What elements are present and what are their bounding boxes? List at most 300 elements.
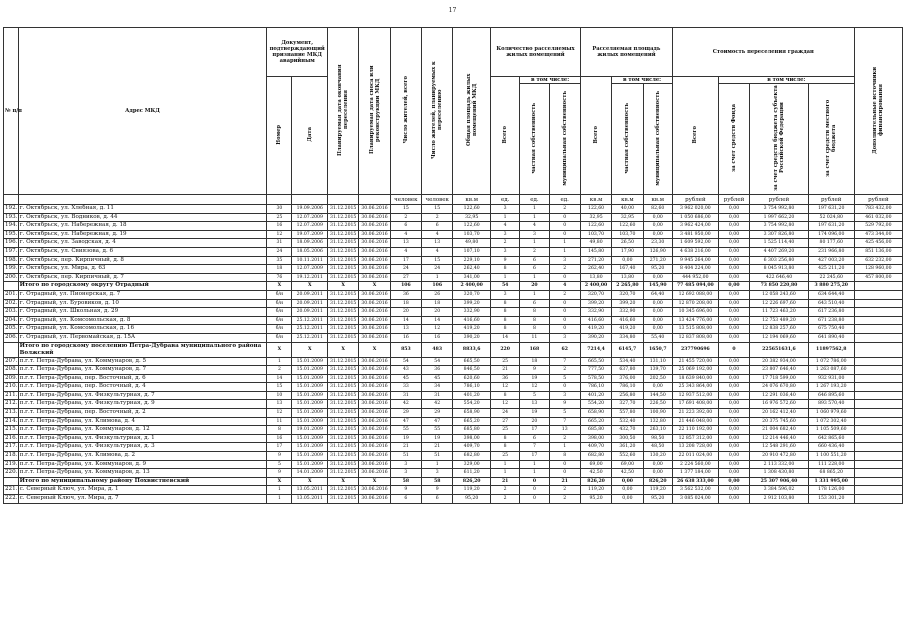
row-cell: 1 609 592,00 [672, 239, 718, 248]
row-cell: 399,20 [580, 299, 611, 308]
row-cell: 27 [491, 417, 520, 426]
row-number [4, 342, 19, 357]
row-cell: 1 [520, 290, 549, 299]
row-cell: 13,80 [580, 273, 611, 282]
row-cell: 69,00 [612, 460, 643, 469]
row-cell: 20.09.2011 [292, 299, 328, 308]
row-cell: 31.12.2015 [328, 239, 359, 248]
row-cell: 20 [422, 308, 453, 317]
row-cell: 1650,7 [643, 342, 672, 357]
row-address: п.г.т. Петра-Дубрава, ул. Коммунаров, д. 13 [18, 469, 267, 478]
row-cell: 17 [520, 426, 549, 435]
page-number: 17 [448, 7, 457, 14]
row-number [4, 282, 19, 291]
row-cell: 1 525 114,40 [750, 239, 809, 248]
row-cell: 25.12.2011 [292, 325, 328, 334]
row-cell: 0,00 [718, 299, 749, 308]
row-cell: 0,00 [718, 265, 749, 274]
row-cell: 24 [422, 265, 453, 274]
row-cell: 15.01.2009 [292, 383, 328, 392]
row-cell: 31.12.2015 [328, 460, 359, 469]
row-cell: 31.12.2015 [328, 374, 359, 383]
row-cell: 202,50 [643, 374, 672, 383]
row-cell: 19 [520, 374, 549, 383]
row-cell: 15.01.2009 [292, 443, 328, 452]
row-cell: 32,95 [612, 213, 643, 222]
row-cell: 483 [422, 342, 453, 357]
header-rooms-group: Количество расселяемых жилых помещений [491, 28, 581, 77]
row-address: п.г.т. Петра-Дубрава, ул. Коммунаров, д. 7 [18, 366, 267, 375]
row-cell: 1 [267, 357, 292, 366]
row-cell: 30.06.2016 [359, 400, 390, 409]
row-cell: 20 [520, 417, 549, 426]
row-cell [854, 417, 902, 426]
table-row [4, 265, 903, 274]
row-cell: 634 644,40 [808, 290, 854, 299]
row-cell: 31.12.2015 [328, 417, 359, 426]
row-cell: 15.01.2009 [292, 391, 328, 400]
row-cell: 18 [422, 299, 453, 308]
row-cell: 36 [390, 290, 421, 299]
row-cell: 95,20 [453, 495, 491, 504]
row-cell: 31.12.2015 [328, 256, 359, 265]
row-cell: 332,90 [580, 308, 611, 317]
row-cell: б/н [267, 308, 292, 317]
unit-cell: рублей [750, 195, 809, 205]
row-cell: 473 344,00 [854, 230, 902, 239]
row-cell: 47 [390, 417, 421, 426]
row-cell: 0,00 [643, 460, 672, 469]
table-row [4, 333, 903, 342]
table-row [4, 366, 903, 375]
row-cell: 416,60 [453, 316, 491, 325]
row-cell: 14 [267, 374, 292, 383]
row-cell: 12 838 257,60 [750, 325, 809, 334]
table-row [4, 469, 903, 478]
row-cell: 642 865,60 [808, 434, 854, 443]
row-cell: 0,00 [643, 469, 672, 478]
row-cell [854, 409, 902, 418]
row-cell: 30.06.2016 [359, 256, 390, 265]
row-cell: 31.12.2015 [328, 409, 359, 418]
row-cell: 3 384 596,02 [750, 486, 809, 495]
units-row [4, 195, 903, 205]
row-cell: 30.06.2016 [359, 460, 390, 469]
row-address: г. Октябрьск, ул. Набережная, д. 19 [18, 230, 267, 239]
header-regional: за счет средств бюджета субъекта Российской Федерации [750, 84, 809, 195]
row-cell: 0 [549, 273, 580, 282]
row-number: 209. [4, 374, 19, 383]
row-cell: 12 226 697,60 [750, 299, 809, 308]
row-cell: 685,80 [453, 426, 491, 435]
row-cell: 49,80 [453, 239, 491, 248]
row-cell: б/н [267, 333, 292, 342]
row-cell: 0,00 [718, 213, 749, 222]
unit-cell: ед. [549, 195, 580, 205]
row-cell: 3 [549, 333, 580, 342]
unit-cell: кв.м [453, 195, 491, 205]
row-cell: 30.06.2016 [359, 374, 390, 383]
row-cell: 11 [267, 417, 292, 426]
row-cell: 8 404 224,00 [672, 265, 718, 274]
row-cell: 25 343 864,00 [672, 383, 718, 392]
row-cell: 20.09.2011 [292, 308, 328, 317]
row-cell: 2 [491, 239, 520, 248]
row-cell: 30.06.2016 [359, 469, 390, 478]
row-cell: 320,70 [453, 290, 491, 299]
row-cell: 2 [549, 265, 580, 274]
row-cell: 0,00 [643, 213, 672, 222]
row-cell: 2 224 560,00 [672, 460, 718, 469]
row-cell: 0,00 [643, 273, 672, 282]
row-cell: X [292, 477, 328, 486]
row-number: 195. [4, 230, 19, 239]
row-cell: 18.05.2006 [292, 247, 328, 256]
table-row [4, 256, 903, 265]
row-cell: 20 910 472,80 [750, 452, 809, 461]
row-cell: 17 691 408,00 [672, 400, 718, 409]
row-cell: 1 [267, 495, 292, 504]
row-address: п.г.т. Петра-Дубрава, ул. Коммунаров, д. 12 [18, 426, 267, 435]
row-cell: 122,60 [453, 222, 491, 231]
row-cell: 13 [390, 239, 421, 248]
row-number: 196. [4, 239, 19, 248]
row-address: п.г.т. Петра-Дубрава, пер. Восточный, д. 6 [18, 374, 267, 383]
table-row [4, 316, 903, 325]
row-cell: 12.07.2009 [292, 213, 328, 222]
row-cell: 30.06.2016 [359, 486, 390, 495]
row-cell: 0,00 [643, 383, 672, 392]
row-cell: 31.12.2015 [328, 426, 359, 435]
row-address: п.г.т. Петра-Дубрава, ул. Физкультурная, д. 1 [18, 434, 267, 443]
unit-cell: рублей [808, 195, 854, 205]
total-row [4, 342, 903, 357]
row-cell: 0 [549, 299, 580, 308]
row-cell: 30.06.2016 [359, 495, 390, 504]
row-cell: 30.06.2016 [359, 383, 390, 392]
row-cell: 15 [422, 205, 453, 214]
row-cell: 1 [422, 273, 453, 282]
row-cell: 15.01.2009 [292, 434, 328, 443]
row-cell: 932 931,00 [808, 374, 854, 383]
row-address: г. Октябрьск, ул. Свиязова, д. 6 [18, 247, 267, 256]
row-cell: 31.12.2015 [328, 391, 359, 400]
row-cell: 11897562,8 [808, 342, 854, 357]
row-address: г. Отрадный, ул. Пионерская, д. 7 [18, 290, 267, 299]
row-cell [854, 308, 902, 317]
row-cell: 9 [267, 469, 292, 478]
row-number: 201. [4, 290, 19, 299]
row-number: 220. [4, 469, 19, 478]
row-cell: 376,00 [612, 374, 643, 383]
row-cell: 1 100 551,20 [808, 452, 854, 461]
row-cell: 23,30 [643, 239, 672, 248]
row-address: п.г.т. Петра-Дубрава, ул. Физкультурная, д. 9 [18, 400, 267, 409]
row-cell: 25 [491, 426, 520, 435]
row-cell: 31.12.2015 [328, 495, 359, 504]
row-cell: 139,70 [643, 366, 672, 375]
row-number: 208. [4, 366, 19, 375]
header-rooms-private: частная собственность [520, 84, 549, 195]
row-cell: 43 [390, 366, 421, 375]
row-address: с. Северный Ключ, ул. Мира, д. 1 [18, 486, 267, 495]
row-cell: б/н [267, 290, 292, 299]
row-cell: 31.12.2015 [328, 230, 359, 239]
row-cell: 3 [390, 469, 421, 478]
row-cell: X [267, 477, 292, 486]
table-row [4, 247, 903, 256]
row-cell: 9 [267, 452, 292, 461]
row-cell: 1 [267, 486, 292, 495]
row-cell: 0,00 [718, 383, 749, 392]
row-cell: 122,60 [580, 222, 611, 231]
unit-cell: ед. [520, 195, 549, 205]
row-cell: 18 [267, 265, 292, 274]
row-cell: 6 [520, 434, 549, 443]
row-cell: 12.07.2009 [292, 265, 328, 274]
row-cell: 80 177,60 [808, 239, 854, 248]
row-cell: 13.05.2011 [292, 486, 328, 495]
row-cell: 30.06.2016 [359, 299, 390, 308]
row-cell: 24 076 670,80 [750, 383, 809, 392]
row-cell: 532,40 [612, 417, 643, 426]
row-cell: 17 718 599,00 [750, 374, 809, 383]
row-cell: 0,00 [643, 299, 672, 308]
row-cell: 552,60 [612, 452, 643, 461]
row-cell: 10 345 696,00 [672, 308, 718, 317]
table-row [4, 222, 903, 231]
row-cell: 9 945 264,00 [672, 256, 718, 265]
row-cell: 1 997 662,20 [750, 213, 809, 222]
row-cell: 3 [422, 469, 453, 478]
row-cell: 2 [549, 366, 580, 375]
header-rooms-including: в том числе: [520, 77, 581, 84]
row-address: п.г.т. Петра-Дубрава, пер. Восточный, д. 4 [18, 383, 267, 392]
row-cell: 409,70 [453, 443, 491, 452]
row-cell: 3 [491, 230, 520, 239]
row-number: 205. [4, 325, 19, 334]
row-cell: 51 [422, 452, 453, 461]
row-cell: 643 510,40 [808, 299, 854, 308]
row-cell: 0,00 [643, 316, 672, 325]
row-cell: X [292, 282, 328, 291]
header-rooms-municipal: муниципальная собственность [549, 84, 580, 195]
row-cell: 119,20 [453, 486, 491, 495]
row-cell: 8 [491, 325, 520, 334]
row-number: 197. [4, 247, 19, 256]
table-row [4, 383, 903, 392]
row-cell: 122,60 [612, 222, 643, 231]
row-cell: 3 [491, 205, 520, 214]
row-cell: 432,70 [612, 426, 643, 435]
row-cell: 18 639 840,00 [672, 374, 718, 383]
unit-cell: рублей [718, 195, 749, 205]
row-cell: 36 [491, 374, 520, 383]
row-cell: 0 [718, 342, 749, 357]
row-cell: 13 208 728,00 [672, 443, 718, 452]
row-cell: 237790696 [672, 342, 718, 357]
header-residents-planned: Число жителей, планируемых к переселению [422, 28, 453, 195]
row-cell: 6 [390, 495, 421, 504]
row-cell: 675 750,40 [808, 325, 854, 334]
row-address: Итого по городскому поселению Петра-Дубрава муниципального района Волжский [18, 342, 267, 357]
row-cell: 786,10 [612, 383, 643, 392]
unit-cell: кв.м [612, 195, 643, 205]
row-cell: 29 [390, 409, 421, 418]
row-cell: 30.06.2016 [359, 391, 390, 400]
row-cell: 398,00 [453, 434, 491, 443]
row-cell: 13 [549, 426, 580, 435]
row-cell: 17 [520, 452, 549, 461]
row-cell: 62 [549, 342, 580, 357]
row-cell: 8 [520, 308, 549, 317]
table-row [4, 308, 903, 317]
row-cell: 0,00 [718, 409, 749, 418]
row-cell: 0,00 [718, 469, 749, 478]
row-cell: 174 096,00 [808, 230, 854, 239]
row-cell: 21 [491, 477, 520, 486]
row-cell: 6 [520, 256, 549, 265]
row-cell: 0,00 [643, 222, 672, 231]
row-number: 198. [4, 256, 19, 265]
row-address: г. Октябрьск, ул. Набережная, д. 18 [18, 222, 267, 231]
row-cell: 13,80 [612, 273, 643, 282]
row-cell: 21 455 720,00 [672, 357, 718, 366]
header-area-total: Всего [580, 77, 611, 195]
table-row [4, 400, 903, 409]
row-cell: 826,20 [580, 477, 611, 486]
unit-cell: рублей [672, 195, 718, 205]
row-cell: 8 [549, 452, 580, 461]
row-cell: 231 966,80 [808, 247, 854, 256]
row-cell: 0,00 [718, 273, 749, 282]
row-cell: 13 424 776,00 [672, 316, 718, 325]
row-cell: 19 [390, 434, 421, 443]
row-address: г. Октябрьск, ул. Мира, д. 63 [18, 265, 267, 274]
row-cell: 226,50 [643, 400, 672, 409]
row-cell: 126,90 [643, 247, 672, 256]
table-row [4, 409, 903, 418]
row-cell: 30.06.2016 [359, 247, 390, 256]
row-cell: 0,00 [718, 366, 749, 375]
row-cell: 8 [520, 325, 549, 334]
row-cell: 122,60 [453, 205, 491, 214]
row-cell: 2 [549, 290, 580, 299]
row-cell: 8 [491, 391, 520, 400]
row-cell: 1 263 087,60 [808, 366, 854, 375]
row-cell: 2 400,00 [580, 282, 611, 291]
row-cell: 4 638 216,00 [672, 247, 718, 256]
row-cell: 5 [549, 374, 580, 383]
row-address: г. Октябрьск, пер. Кирпичный, д. 7 [18, 273, 267, 282]
row-cell: 3 880 275,20 [808, 282, 854, 291]
row-cell: 12 194 069,60 [750, 333, 809, 342]
row-cell: 665,50 [580, 357, 611, 366]
row-cell: 3 562 532,00 [672, 486, 718, 495]
row-cell: 0,00 [718, 222, 749, 231]
row-number: 203. [4, 308, 19, 317]
row-cell: 31.12.2015 [328, 213, 359, 222]
row-cell: 103,70 [453, 230, 491, 239]
row-cell: 30.06.2016 [359, 316, 390, 325]
row-cell: 3 754 992,80 [750, 222, 809, 231]
row-cell: 3 962 424,00 [672, 222, 718, 231]
row-cell: 658,90 [453, 409, 491, 418]
row-cell: 24 [390, 265, 421, 274]
row-cell: 31.12.2015 [328, 290, 359, 299]
row-cell: 197 631,20 [808, 205, 854, 214]
row-cell: 22 110 192,00 [672, 426, 718, 435]
header-num: № п/п [4, 28, 19, 195]
row-cell: 0,00 [718, 391, 749, 400]
row-cell: 106 [390, 282, 421, 291]
row-cell: 12 [422, 325, 453, 334]
resettlement-table [3, 27, 903, 504]
row-cell: 220 [491, 342, 520, 357]
row-cell: 2 [549, 495, 580, 504]
row-cell: 15 [267, 383, 292, 392]
row-cell: 8 045 913,80 [750, 265, 809, 274]
row-cell: 0 [549, 460, 580, 469]
row-cell: 30.06.2016 [359, 308, 390, 317]
row-cell: 18.09.2006 [292, 239, 328, 248]
row-cell: 30.06.2016 [359, 230, 390, 239]
row-number: 217. [4, 443, 19, 452]
row-cell: 12 [520, 383, 549, 392]
row-cell: 132,80 [643, 417, 672, 426]
row-cell [854, 426, 902, 435]
row-cell: 24 [267, 247, 292, 256]
row-cell: 611,20 [453, 469, 491, 478]
row-cell: 31.12.2015 [328, 452, 359, 461]
row-cell: 95,20 [643, 265, 672, 274]
row-cell: 390,20 [580, 333, 611, 342]
row-cell: 271,20 [643, 256, 672, 265]
row-cell: 55,40 [643, 333, 672, 342]
row-number: 211. [4, 391, 19, 400]
row-cell: 1 [520, 205, 549, 214]
row-cell: 3 [520, 230, 549, 239]
row-cell: 3 085 024,00 [672, 495, 718, 504]
row-cell: 10 [267, 391, 292, 400]
row-cell: 5 [520, 391, 549, 400]
row-cell: 14 [422, 316, 453, 325]
row-cell: 0,00 [643, 230, 672, 239]
row-cell: 225651631,6 [750, 342, 809, 357]
row-cell: 1 331 995,00 [808, 477, 854, 486]
header-planned-inclusion: Планируемая дата окончания переселения [328, 28, 359, 195]
row-cell: 2 [549, 434, 580, 443]
row-cell: 1 [549, 239, 580, 248]
row-cell: 2 912 103,80 [750, 495, 809, 504]
row-cell [854, 357, 902, 366]
row-cell: 263,10 [643, 426, 672, 435]
row-cell: 15.01.2009 [292, 400, 328, 409]
row-cell: 12 692 088,00 [672, 290, 718, 299]
row-cell: 682,80 [580, 452, 611, 461]
row-cell [854, 391, 902, 400]
row-cell: 390,20 [453, 333, 491, 342]
row-cell: 144,50 [643, 391, 672, 400]
row-cell: 1 [491, 460, 520, 469]
row-cell: 399,20 [612, 299, 643, 308]
row-cell: 95,20 [580, 495, 611, 504]
row-cell: 98,50 [643, 434, 672, 443]
row-cell: 0,00 [718, 417, 749, 426]
row-cell: 197 631,20 [808, 222, 854, 231]
row-cell: 1 308 430,80 [750, 469, 809, 478]
row-number: 199. [4, 265, 19, 274]
